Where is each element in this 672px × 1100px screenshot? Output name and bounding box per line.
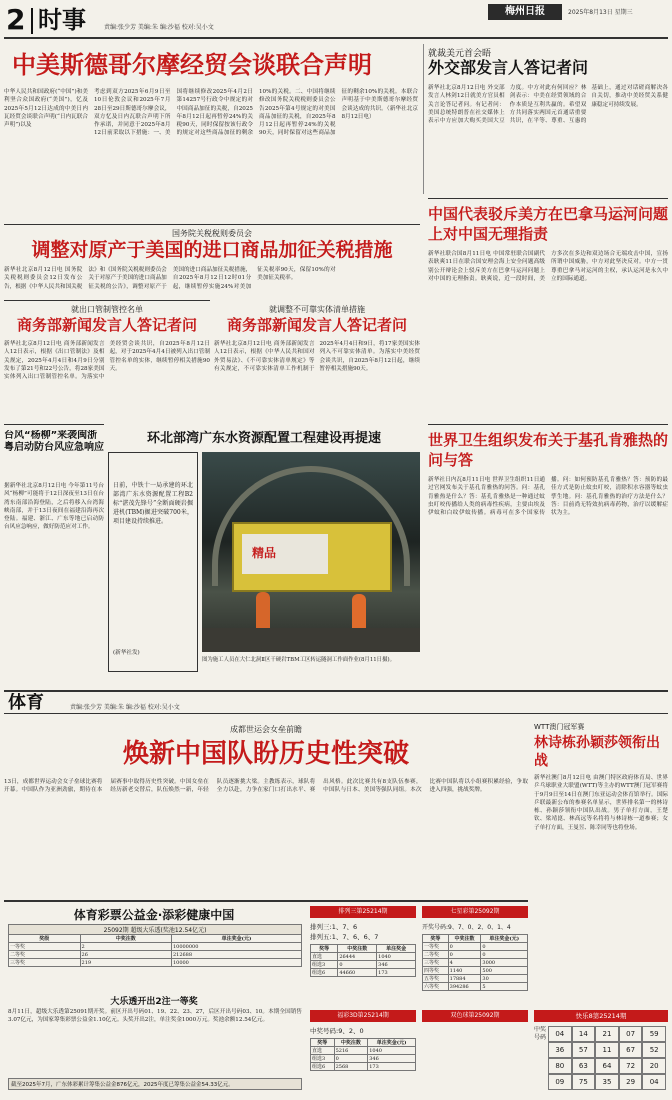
masthead-rule [4,37,668,39]
commerce-export-article [4,300,210,420]
qlc-title [422,906,528,918]
table-row: 六等奖 394286 5 [423,983,528,991]
tariff-top-rule [4,224,420,225]
lottery-banner: 体育彩票公益金·添彩健康中国 [73,908,235,922]
kl8-number: 63 [572,1058,596,1074]
wtt-kicker: WTT澳门冠军赛 [534,723,585,731]
table-row: 组选6 2568 173 [311,1063,416,1071]
commerce1-headline: 商务部新闻发言人答记者问 [16,316,197,334]
water-headline: 环北部湾广东水资源配置工程建设再提速 [146,431,381,446]
sports-top-rule [4,690,668,692]
side-article-fm [428,44,668,194]
sports-section-title: 体育 [8,693,44,713]
lead-right-divider [423,44,424,194]
kl8-number: 04 [642,1074,666,1090]
kl8-number: 29 [619,1074,643,1090]
who-article [428,424,668,686]
masthead-date: 2025年8月13日 星期三 [568,9,633,16]
kl8-number: 52 [642,1042,666,1058]
dlt-bonus-title: 大乐透开出2注一等奖 [110,997,198,1007]
table-header: 奖等 中奖注数 单注奖金 [311,945,416,953]
softball-article [4,718,528,898]
section-title: 时事 [38,6,86,34]
kl8-number: 72 [619,1058,643,1074]
table-header: 奖等 中奖注数 单注奖金(元) [311,1039,416,1047]
p3-numbers: 排列三:1、7、6 [310,923,358,931]
tariff-article [4,224,420,296]
water-caption-box [108,452,198,672]
masthead-bar [0,0,672,40]
side-kicker: 就裁美元首会晤 [428,49,492,59]
qlc-numbers: 开奖号码:9、7、0、2、0、1、4 [422,924,511,931]
page-number-divider [31,8,33,34]
kl8-title-text: 快乐8第25214期 [575,1012,627,1020]
p5-numbers: 排列五:1、7、6、6、7 [310,933,379,941]
commerce1-body: 新华社北京8月12日电 商务部新闻发言人12日表示，根据《出口管制法》及相关规定，2025年4月4日和4月9日分别发布了第21号和22号公告，将28家美国实体列入出口管制管控名单。为落实中美经贸会谈共识，自2025年8月12日起，对于2025年4月4日被列入出口管制管控名单的实体，继续暂停相关措施90天。 [4,341,210,381]
wtt-headline: 林诗栋孙颖莎领衔出战 [534,735,660,769]
table-row: 组选3 0 346 [311,1055,416,1063]
ssq-title [422,1010,528,1022]
table-row: 一等奖 2 10000000 [9,943,302,951]
kl8-number: 64 [595,1058,619,1074]
commerce1-top-rule [4,300,210,301]
tariff-body: 新华社北京8月12日电 国务院关税税则委员会12日发布公告，根据《中华人民共和国关税法》和《国务院关税税则委员会关于对原产于美国的进口商品加征关税的公告》，调整对原产于美国的进口商品加征关税措施，自2025年8月12日12时01分起，继续暂停实施24%对美加征关税率90天，保留10%的对美加征关税率。 [4,267,336,290]
kl8-number: 59 [642,1026,666,1042]
wtt-article [534,718,668,1008]
kl8-number: 67 [619,1042,643,1058]
water-caption: 日前，中铁十一局承建的环北部湾广东水资源配置工程B2标“湛茂先锋号”全断面硬岩掘进机(TBM)掘进突破700米，项目建设持续推进。 [113,482,193,525]
kl8-number: 36 [548,1042,572,1058]
kl8-number: 35 [595,1074,619,1090]
tunnel-floor [202,628,420,652]
table-row: 直选 5216 1040 [311,1047,416,1055]
table-row: 组选3 0 346 [311,961,416,969]
side-body: 新华社北京8月12日电 外交部发言人林剑12日就美方官员相关言论答记者问。有记者问：美国总统特朗普在社交媒体上表示中方应加大购买美国大豆力度。中方对此有何回应？林剑表示：中美在经贸领域的合作本质是互利共赢的。希望双方共同落实两国元首通话重要共识，在平等、尊重、互惠的基础上，通过对话磋商解决各自关切，推动中美经贸关系健康稳定可持续发展。 [428,85,668,125]
who-body: 新华社日内瓦8月11日电 世界卫生组织11日通过官网发布关于基孔肯雅热的问答。问：基孔肯雅热是什么？答：基孔肯雅热是一种通过蚊虫叮咬传播给人类的病毒性疾病，主要由埃及伊蚊和白纹伊蚊传播。病毒可在多个国家传播。问：如何预防基孔肯雅热？答：预防的最佳方式是防止蚊虫叮咬，清除积水容器等蚊虫孳生地。问：基孔肯雅热的治疗方法是什么？答：目前尚无特效抗病毒药物，治疗以缓解症状为主。 [428,477,668,517]
qlc-title-text: 七星彩第25092期 [450,908,500,915]
panama-headline: 中国代表驳斥美方在巴拿马运河问题上对中国无理指责 [428,205,668,243]
kl8-number: 04 [548,1026,572,1042]
logo-text: 梅州日报 [505,6,545,17]
water-caption-source: (新华社发) [113,650,140,656]
table-row: 组选6 44660 173 [311,969,416,977]
kl8-number: 07 [619,1026,643,1042]
kl8-number: 09 [548,1074,572,1090]
table-row: 二等奖 0 0 [423,951,528,959]
kl8-number: 11 [595,1042,619,1058]
dlt-title: 25092期 超级大乐透(奖池12.54亿元) [8,924,302,935]
kl8-number: 20 [642,1058,666,1074]
kl8-number: 21 [595,1026,619,1042]
dlt-prize-table [8,934,302,967]
lead-intro: 中华人民共和国政府(“中国”)和美利坚合众国政府(“美国”)，忆及2025年5月12日达成的中美日内瓦经贸会谈联合声明(“日内瓦联合声明”)以及 [4,89,88,129]
fc3d-table [310,1038,416,1071]
panama-top-rule [428,198,668,199]
sports-header [0,690,672,714]
tbm-panel [242,534,328,574]
softball-headline: 焕新中国队盼历史性突破 [122,739,409,769]
table-row: 一等奖 0 0 [423,943,528,951]
commerce-entity-article [214,300,420,420]
table-row: 三等奖 4 3000 [423,959,528,967]
who-headline: 世界卫生组织发布关于基孔肯雅热的问与答 [428,431,668,469]
table-header: 奖级 中奖注数 单注奖金(元) [9,935,302,943]
table-row: 五等奖 17884 30 [423,975,528,983]
masthead-credits: 责编:张少芳 美编:朱 编:沙福 校对:吴小文 [104,24,214,31]
newspaper-logo [488,4,562,20]
kl8-number: 57 [572,1042,596,1058]
who-top-rule [428,424,668,425]
table-header: 奖等 中奖注数 单注奖金(元) [423,935,528,943]
kl8-number: 14 [572,1026,596,1042]
kl8-number: 80 [548,1058,572,1074]
p3-title [310,906,416,918]
commerce2-body: 新华社北京8月12日电 商务部新闻发言人12日表示，根据《中华人民共和国对外贸易法》、《不可靠实体清单规定》等有关规定，不可靠实体清单工作机制于2025年4月4日和9日，将17家美国实体列入不可靠实体清单。为落实中美经贸会谈共识，自2025年8月12日起，继续暂停相关措施90天。 [214,341,420,372]
lead-body: 考虑到双方2025年6月9日至10日伦敦会议和2025年7月28日至29日斯德哥尔摩会议，双方忆及日内瓦联合声明下所作承诺，并同意于2025年8月12日前采取以下措施：一、美国将继续修改2025年4月2日第14257号行政令中规定的对中国商品加征的关税，自2025年8月12日起再暂停24%的关税90天，同时保留按该行政令的规定对这些商品加征的剩余10%的关税。二、中国将继续修改国务院关税税则委员会公告2025年第4号规定的对美国商品加征的关税，自2025年8月12日起再暂停24%的关税90天，同时保留对这些商品加征的剩余10%的关税。本联合声明基于中美斯德哥尔摩经贸会谈达成的共识。（新华社北京8月12日电） [94,89,418,137]
tbm-panel-sign: 精品 [252,546,277,560]
p3-title-text: 排列三第25214期 [338,908,388,915]
fc3d-title [310,1010,416,1022]
typhoon-top-rule [4,424,104,425]
kl8-grid [548,1026,666,1090]
commerce2-kicker: 就调整不可靠实体清单措施 [269,305,365,314]
sports-credits: 责编:张少芳 美编:朱 编:沙福 校对:吴小文 [70,704,180,711]
dlt-bonus-body: 8月11日，超级大乐透第25091期开奖。前区开出号码01、19、22、23、27，后区开出号码03、10。本期全国销售3.07亿元，为国家筹集彩票公益金1.10亿元。头奖开出2注，单注奖金1000万元。奖池余额12.54亿元。 [8,1009,302,1024]
water-article [108,424,420,686]
softball-kicker: 成都世运会女垒前瞻 [230,725,302,734]
typhoon-headline: 台风“杨柳”来袭闽浙粤启动防台风应急响应 [4,430,104,453]
tariff-headline: 调整对原产于美国的进口商品加征关税措施 [31,239,393,261]
worker-right [352,594,366,632]
table-row: 直选 26444 1040 [311,953,416,961]
ssq-title-text: 双色球第25092期 [450,1012,500,1019]
water-photo-caption: 图为施工人员在大仁北洞Ⅱ区干硬岩TBM工区转运隧洞工作面作业(8月11日摄)。 [202,657,395,663]
side-headline: 外交部发言人答记者问 [428,58,589,77]
p3-table [310,944,416,977]
table-row: 四等奖 1140 500 [423,967,528,975]
fc3d-numbers: 中奖号码:9、2、0 [310,1027,364,1035]
wtt-body: 新华社澳门8月12日电 由澳门特区政府体育局、世界乒乓球职业大联盟(WTT)等主办的WTT澳门冠军赛将于9月9日至14日在澳门东亚运动会体育馆举行。国际乒联最新公布的参赛名单显示，世界排名第一的林诗栋、孙颖莎领衔中国队出战。男子单打方面，王楚钦、梁靖崑、林高远等名将将与林诗栋一道参赛；女子单打方面，王曼昱、陈幸同等也将登场。 [534,775,668,831]
table-row: 二等奖 26 212688 [9,951,302,959]
sports-bottom-rule [4,713,668,714]
water-photo [202,452,420,652]
panama-article [428,198,668,418]
kl8-number: 75 [572,1074,596,1090]
typhoon-body: 据新华社北京8月12日电 今年第11号台风“杨柳”可能将于12日深夜至13日在台湾东南部沿海登陆，之后将移入台湾海峡南部，并于13日夜间在福建沿海再次登陆。福建、浙江、广东等地已启动防台风应急响应，做好防范应对工作。 [4,483,104,531]
tariff-kicker: 国务院关税税则委员会 [172,229,252,238]
kl8-title [534,1010,668,1022]
fc3d-title-text: 福彩3D第25214期 [337,1012,389,1019]
lottery-footer: 截至2025年7月，广东体彩累计筹集公益金876亿元，2025年度已筹集公益金54.33亿元。 [8,1078,302,1090]
commerce2-headline: 商务部新闻发言人答记者问 [226,316,407,334]
softball-body: 13日，成都世界运动会女子垒球比赛将开幕。中国队作为亚洲劲旅，期待在本届赛事中取得历史性突破。中国女垒在经历新老交替后，队伍焕然一新，年轻队员逐渐挑大梁。主教练表示，球队将全力以赴，力争在家门口打出水平、赛出风格。此次比赛共有8支队伍参赛，中国队与日本、美国等强队同组。本次比赛中国队将以小组赛积累经验，争取进入四强，挑战奖牌。 [4,779,528,794]
lead-headline: 中美斯德哥尔摩经贸会谈联合声明 [12,51,372,79]
panama-body: 新华社联合国8月11日电 中国常驻联合国副代表耿爽11日在联合国安理会海上安全问题高级别公开辩论会上驳斥美方在巴拿马运河问题上对中国的无理指责。耿爽说，近一段时间，美方多次在多边和双边场合无端攻击中国，宣扬所谓中国威胁，中方对此坚决反对。中方一贯尊重巴拿马对运河的主权，承认运河是永久中立的国际通道。 [428,251,668,282]
page-number: 2 [6,4,26,36]
lottery-section [4,900,528,1096]
worker-left [256,592,270,632]
kl8-panel [534,1010,668,1096]
qlc-table [422,934,528,991]
commerce1-kicker: 就出口管制管控名单 [71,305,143,314]
lead-article [4,44,420,222]
kl8-label: 中奖号码 [534,1026,546,1041]
typhoon-article [4,424,104,686]
table-row: 三等奖 219 10000 [9,959,302,967]
